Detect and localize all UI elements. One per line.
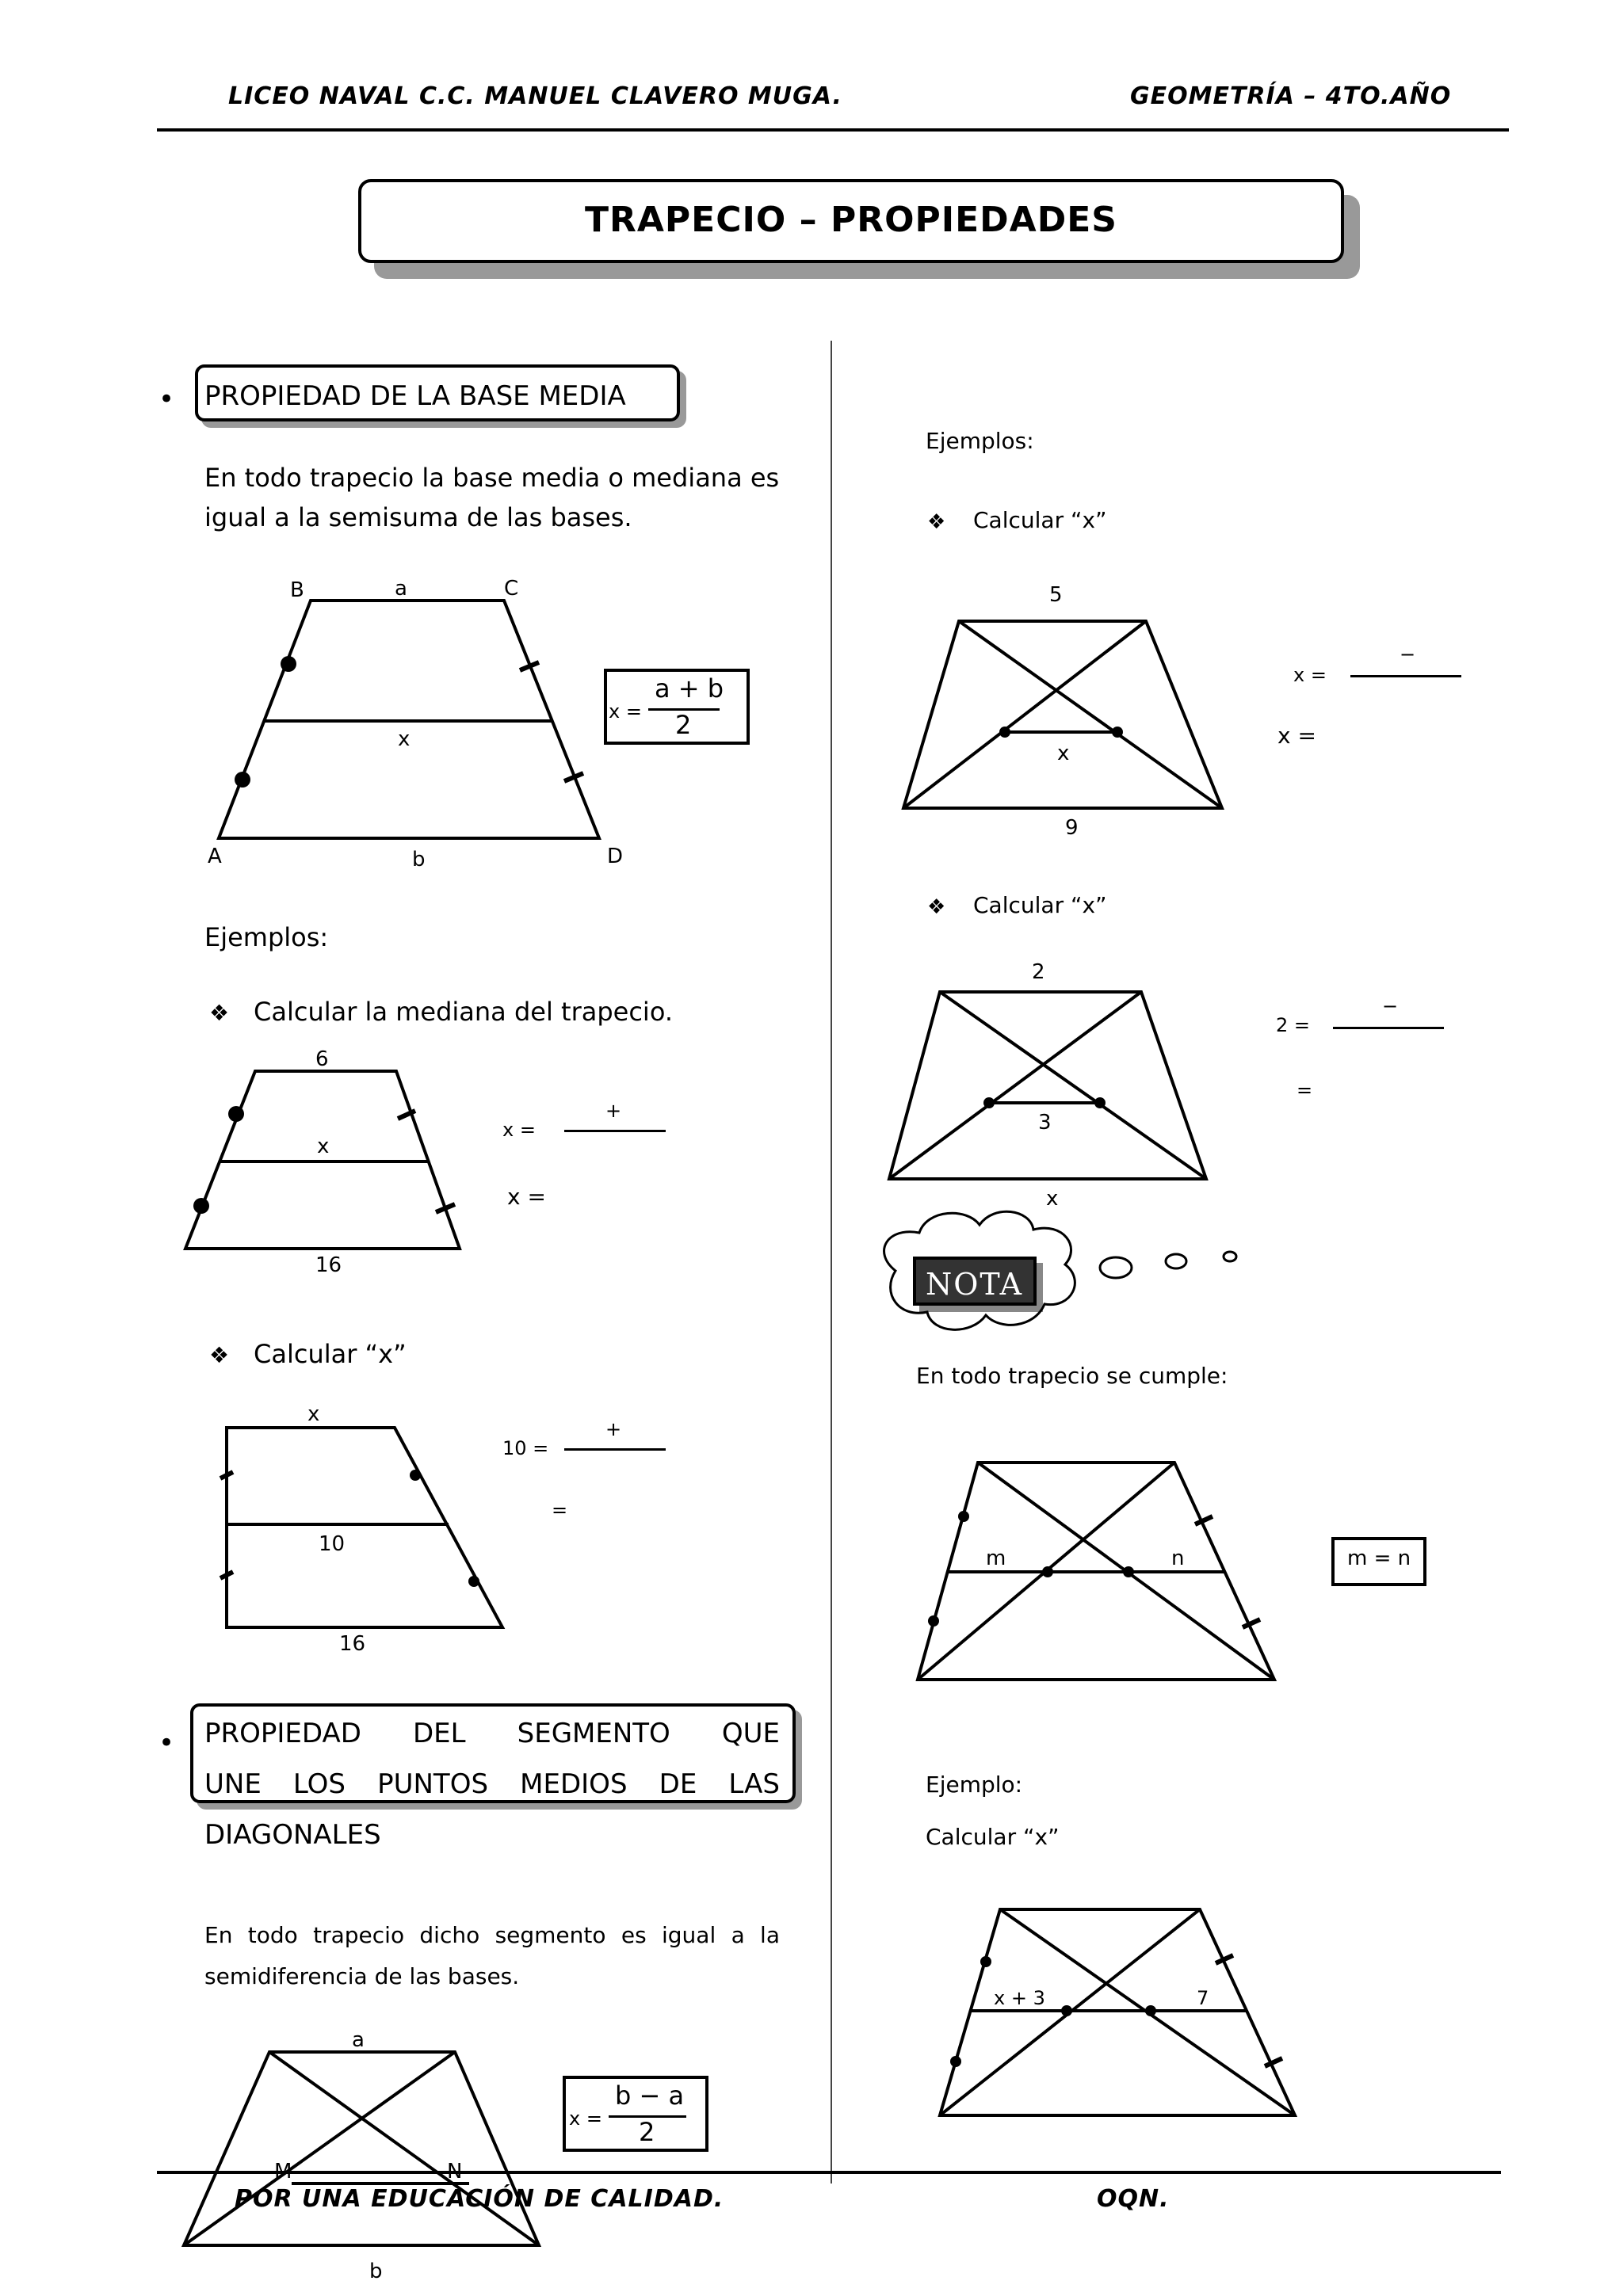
- midpoint-dot: [1061, 2005, 1072, 2016]
- segment-label: x: [1057, 742, 1070, 765]
- paragraph-line: En todo trapecio la base media o mediana es: [204, 463, 780, 493]
- midpoint-dot: [1123, 1566, 1134, 1577]
- median-label: 10: [319, 1532, 346, 1556]
- footer-author: OQN.: [1097, 2185, 1170, 2213]
- footer-rule: [157, 2171, 1501, 2174]
- midpoint-dot: [950, 2056, 961, 2067]
- header-subject: GEOMETRÍA – 4TO.AÑO: [1130, 82, 1452, 110]
- diagonal: [940, 992, 1206, 1179]
- midpoint-dot: [228, 1106, 244, 1122]
- note-text: En todo trapecio se cumple:: [916, 1363, 1228, 1389]
- equation-result: x =: [1277, 723, 1316, 749]
- segment-label: n: [1171, 1547, 1185, 1570]
- section-heading: PROPIEDAD DE LA BASE MEDIA: [204, 380, 626, 412]
- base-label: a: [352, 2028, 365, 2052]
- formula-denominator: 2: [675, 710, 692, 740]
- examples-label: Ejemplos:: [204, 922, 329, 952]
- section-heading: DIAGONALES: [204, 1819, 381, 1851]
- equation-lhs: 10 =: [502, 1437, 549, 1459]
- diagonal: [269, 2052, 539, 2245]
- right-trapezoid-ex2: [227, 1428, 502, 1627]
- thought-bubble: [1224, 1252, 1236, 1261]
- base-label: b: [412, 848, 426, 871]
- operator: +: [605, 1100, 622, 1122]
- tick-mark: [564, 773, 583, 781]
- trapezoid-base-media: [219, 601, 599, 838]
- midpoint-dot: [1145, 2005, 1156, 2016]
- exercise-prompt: Calcular “x”: [926, 1824, 1060, 1850]
- segment-label: x + 3: [994, 1987, 1045, 2009]
- diagonal: [978, 1463, 1274, 1680]
- fraction-bar: [564, 1130, 666, 1132]
- bullet-icon: ❖: [209, 1342, 230, 1368]
- note-badge: NOTA: [913, 1257, 1037, 1306]
- paragraph-line: igual a la semisuma de las bases.: [204, 502, 632, 532]
- tick-mark: [220, 1472, 233, 1478]
- header-rule: [157, 128, 1509, 132]
- exercise-prompt: Calcular “x”: [973, 507, 1107, 533]
- formula-denominator: 2: [639, 2117, 655, 2147]
- bullet: •: [158, 383, 175, 415]
- base-label: 9: [1065, 816, 1079, 840]
- base-label: 2: [1032, 960, 1045, 984]
- page-title: TRAPECIO – PROPIEDADES: [584, 200, 1117, 240]
- example-label: Ejemplo:: [926, 1772, 1023, 1798]
- formula-numerator: a + b: [655, 673, 724, 704]
- vertex-label: A: [208, 845, 222, 868]
- paragraph-line: En todo trapecio dicho segmento es igual a la: [204, 1922, 780, 1948]
- vertex-label: C: [504, 577, 519, 601]
- paragraph-line: semidiferencia de las bases.: [204, 1963, 520, 1989]
- thought-bubble: [1100, 1257, 1132, 1278]
- midpoint-dot: [1042, 1566, 1053, 1577]
- equation-result: =: [1296, 1079, 1313, 1101]
- base-label: 5: [1049, 583, 1063, 607]
- median-label: x: [317, 1135, 330, 1158]
- title-box: [358, 179, 1344, 263]
- exercise-prompt: Calcular “x”: [254, 1339, 407, 1369]
- base-label: 16: [339, 1632, 366, 1656]
- exercise-prompt: Calcular “x”: [973, 892, 1107, 918]
- base-label: x: [1046, 1187, 1059, 1211]
- fraction-bar: [1333, 1027, 1444, 1029]
- segment-label: m: [986, 1547, 1006, 1570]
- bullet: •: [158, 1727, 175, 1759]
- diagonal: [940, 1909, 1200, 2115]
- trapezoid-ex1: [185, 1071, 460, 1249]
- segment-label: 3: [1038, 1111, 1052, 1135]
- bullet-icon: ❖: [927, 510, 946, 534]
- formula-numerator: b − a: [615, 2081, 685, 2111]
- midpoint-dot: [468, 1576, 479, 1587]
- diagonal: [184, 2052, 455, 2245]
- base-label: 6: [315, 1047, 329, 1071]
- examples-label: Ejemplos:: [926, 428, 1034, 454]
- trapezoid-ejemplo: [940, 1909, 1295, 2115]
- median-label: x: [398, 727, 411, 751]
- midpoint-dot: [999, 727, 1010, 738]
- tick-mark: [436, 1204, 455, 1212]
- tick-mark: [398, 1111, 415, 1119]
- vertex-label: D: [607, 845, 624, 868]
- exercise-prompt: Calcular la mediana del trapecio.: [254, 997, 673, 1027]
- fraction-bar: [564, 1448, 666, 1451]
- trapezoid-right-ex2: [889, 992, 1206, 1179]
- tick-mark: [1216, 1955, 1233, 1963]
- section-heading: UNE LOS PUNTOS MEDIOS DE LAS: [204, 1768, 780, 1800]
- midpoint-dot: [235, 772, 250, 788]
- midpoint-dot: [928, 1615, 939, 1627]
- result-text: m = n: [1347, 1547, 1411, 1570]
- midpoint-dot: [980, 1956, 991, 1967]
- equation-result: x =: [507, 1184, 546, 1210]
- midpoint-dot: [410, 1470, 421, 1481]
- tick-mark: [1195, 1516, 1212, 1524]
- midpoint-dot: [1094, 1097, 1106, 1108]
- operator: −: [1400, 643, 1416, 666]
- midpoint-dot: [193, 1198, 209, 1214]
- base-label: 16: [315, 1253, 342, 1277]
- column-divider: [831, 341, 832, 2183]
- segment-label: 7: [1197, 1987, 1209, 2009]
- thought-bubble: [1166, 1254, 1186, 1268]
- tick-mark: [1243, 1619, 1260, 1627]
- operator: +: [605, 1418, 622, 1440]
- midpoint-dot: [958, 1511, 969, 1522]
- formula-lhs: x =: [609, 700, 642, 723]
- tick-mark: [520, 662, 539, 670]
- equation-lhs: x =: [502, 1119, 536, 1141]
- footer-motto: POR UNA EDUCACIÓN DE CALIDAD.: [235, 2185, 724, 2213]
- diagonal: [959, 621, 1222, 808]
- operator: −: [1382, 995, 1399, 1017]
- midpoint-dot: [281, 656, 296, 672]
- base-label: a: [395, 577, 407, 601]
- equation-lhs: 2 =: [1276, 1014, 1311, 1036]
- midpoint-dot: [983, 1097, 995, 1108]
- tick-mark: [220, 1572, 233, 1578]
- diagonal: [903, 621, 1146, 808]
- bullet-icon: ❖: [209, 1000, 230, 1026]
- section-heading: PROPIEDAD DEL SEGMENTO QUE: [204, 1718, 780, 1749]
- vertex-label: B: [290, 578, 304, 602]
- header-school: LICEO NAVAL C.C. MANUEL CLAVERO MUGA.: [228, 82, 842, 110]
- base-label: x: [307, 1402, 320, 1426]
- trapezoid-right-ex1: [903, 621, 1222, 808]
- formula-lhs: x =: [569, 2107, 602, 2130]
- midpoint-dot: [1112, 727, 1123, 738]
- diagonal: [918, 1463, 1174, 1680]
- equation-result: =: [552, 1499, 568, 1521]
- trapezoid-note: [918, 1463, 1274, 1680]
- trapezoid-diagonals: [184, 2052, 539, 2245]
- equation-lhs: x =: [1293, 664, 1327, 686]
- fraction-bar: [1350, 675, 1461, 677]
- base-label: b: [369, 2260, 383, 2283]
- diagonal: [889, 992, 1141, 1179]
- diagonal: [1000, 1909, 1295, 2115]
- bullet-icon: ❖: [927, 895, 946, 919]
- tick-mark: [1265, 2058, 1282, 2066]
